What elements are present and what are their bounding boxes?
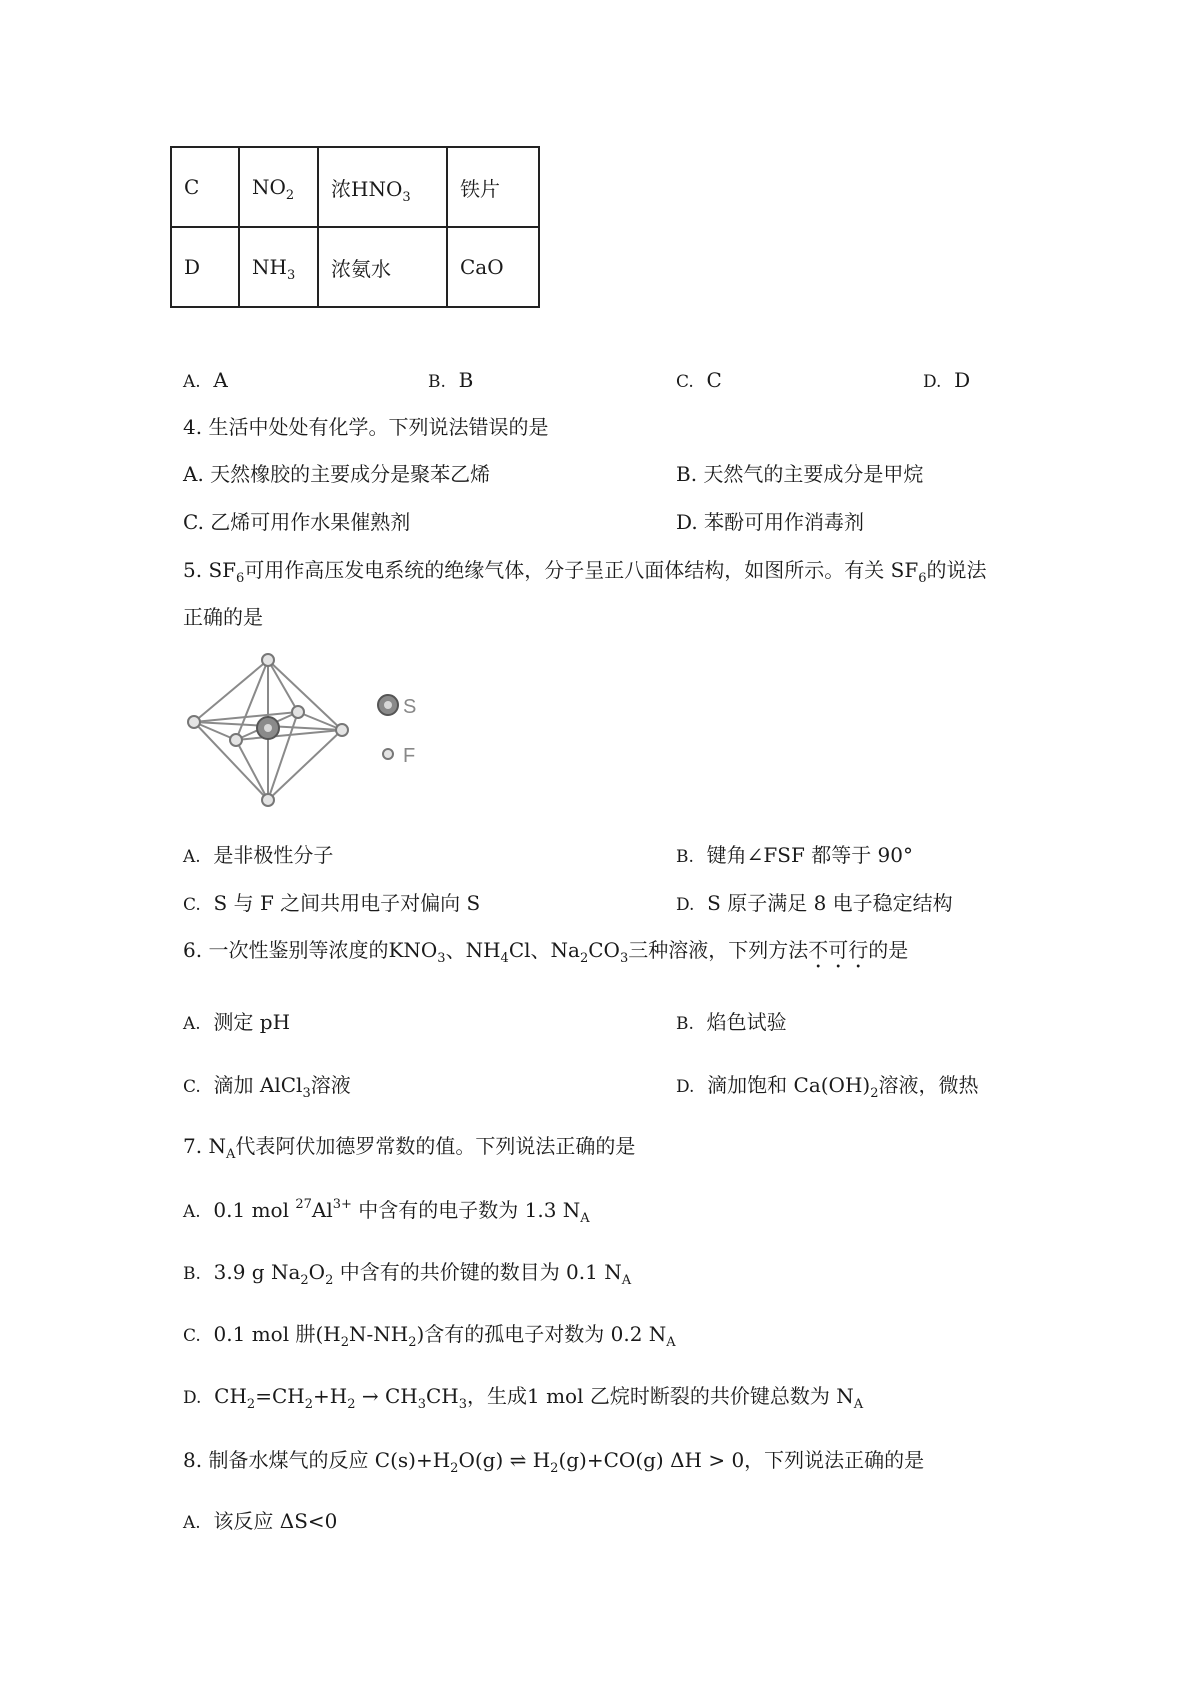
reagent-table bbox=[170, 146, 540, 308]
q7-option-c[interactable]: C. 0.1 mol 肼$(H_2N-NH_2)$含有的孤电子对数为 0.2 $N_A$ bbox=[183, 1322, 676, 1350]
reagent-cell: 浓氨水 bbox=[318, 227, 447, 307]
q6-option-a[interactable]: A. 测定 pH bbox=[183, 1010, 291, 1034]
solid-cell: CaO bbox=[447, 227, 539, 307]
gas-cell: $NO_2$ bbox=[239, 147, 318, 227]
q7-option-d[interactable]: D. $CH_2=CH_2+H_2 \to CH_3CH_3$，生成1 mol 乙烷时断裂的共价键总数为 $N_A$ bbox=[183, 1384, 864, 1412]
q3-option-b[interactable]: B. B bbox=[428, 368, 474, 392]
q4-option-b[interactable]: B. 天然气的主要成分是甲烷 bbox=[676, 462, 924, 486]
fluorine-atom bbox=[188, 716, 200, 728]
q5-stem-line2: 正确的是 bbox=[183, 605, 263, 629]
sulfur-atom-highlight bbox=[264, 724, 272, 732]
solid-cell: 铁片 bbox=[447, 147, 539, 227]
legend-f-label: F bbox=[403, 745, 416, 767]
legend-s-label: S bbox=[403, 696, 417, 718]
q6-option-b[interactable]: B. 焰色试验 bbox=[676, 1010, 787, 1034]
emphasis-not-feasible: 不可行 bbox=[808, 938, 869, 962]
q7-option-a[interactable]: A. 0.1 mol $^{27}Al^{3+}$ 中含有的电子数为 1.3 $N_A$ bbox=[183, 1197, 590, 1226]
table-row bbox=[171, 227, 539, 307]
q5-option-b[interactable]: B. 键角∠FSF 都等于 90° bbox=[676, 843, 914, 867]
q6-option-d[interactable]: D. 滴加饱和 $Ca(OH)_2$溶液，微热 bbox=[676, 1073, 979, 1101]
q4-option-c[interactable]: C. 乙烯可用作水果催熟剂 bbox=[183, 510, 411, 534]
q7-option-b[interactable]: B. 3.9 g $Na_2O_2$ 中含有的共价键的数目为 0.1 $N_A$ bbox=[183, 1260, 632, 1288]
q8-stem: 8. 制备水煤气的反应 $C(s)+H_2O(g)$ ⇌ $H_2(g)+CO(g) \Delta H > 0$，下列说法正确的是 bbox=[183, 1448, 925, 1476]
q7-stem: 7. $N_A$代表阿伏加德罗常数的值。下列说法正确的是 bbox=[183, 1134, 636, 1162]
q6-option-c[interactable]: C. 滴加 AlCl$_3$溶液 bbox=[183, 1073, 351, 1101]
q4-option-a[interactable]: A. 天然橡胶的主要成分是聚苯乙烯 bbox=[183, 462, 491, 486]
q8-option-a[interactable]: A. 该反应 ΔS<0 bbox=[183, 1509, 338, 1533]
fluorine-atom bbox=[262, 794, 274, 806]
table-row bbox=[171, 147, 539, 227]
q5-option-a[interactable]: A. 是非极性分子 bbox=[183, 843, 334, 867]
reagent-cell: 浓$HNO_3$ bbox=[318, 147, 447, 227]
gas-cell: $NH_3$ bbox=[239, 227, 318, 307]
fluorine-atom bbox=[292, 706, 304, 718]
row-label: D bbox=[171, 227, 239, 307]
row-label: C bbox=[171, 147, 239, 227]
q4-option-d[interactable]: D. 苯酚可用作消毒剂 bbox=[676, 510, 865, 534]
fluorine-atom bbox=[336, 724, 348, 736]
q5-stem: 5. $SF_6$可用作高压发电系统的绝缘气体，分子呈正八面体结构，如图所示。有关 $SF_6$的说法 bbox=[183, 558, 987, 586]
q6-stem: 6. 一次性鉴别等浓度的$KNO_3$、$NH_4Cl$、$Na_2CO_3$三种溶液，下列方法不可行的是 bbox=[183, 938, 909, 966]
q5-option-c[interactable]: C. S 与 F 之间共用电子对偏向 S bbox=[183, 891, 481, 915]
sf6-octahedron-figure bbox=[180, 650, 480, 810]
fluorine-atom bbox=[262, 654, 274, 666]
q3-option-d[interactable]: D. D bbox=[923, 368, 971, 392]
fluorine-atom bbox=[230, 734, 242, 746]
q3-option-a[interactable]: A. A bbox=[183, 368, 228, 392]
q5-option-d[interactable]: D. S 原子满足 8 电子稳定结构 bbox=[676, 891, 953, 915]
q3-option-c[interactable]: C. C bbox=[676, 368, 722, 392]
legend-f-marker bbox=[383, 749, 393, 759]
q4-stem: 4. 生活中处处有化学。下列说法错误的是 bbox=[183, 415, 549, 439]
